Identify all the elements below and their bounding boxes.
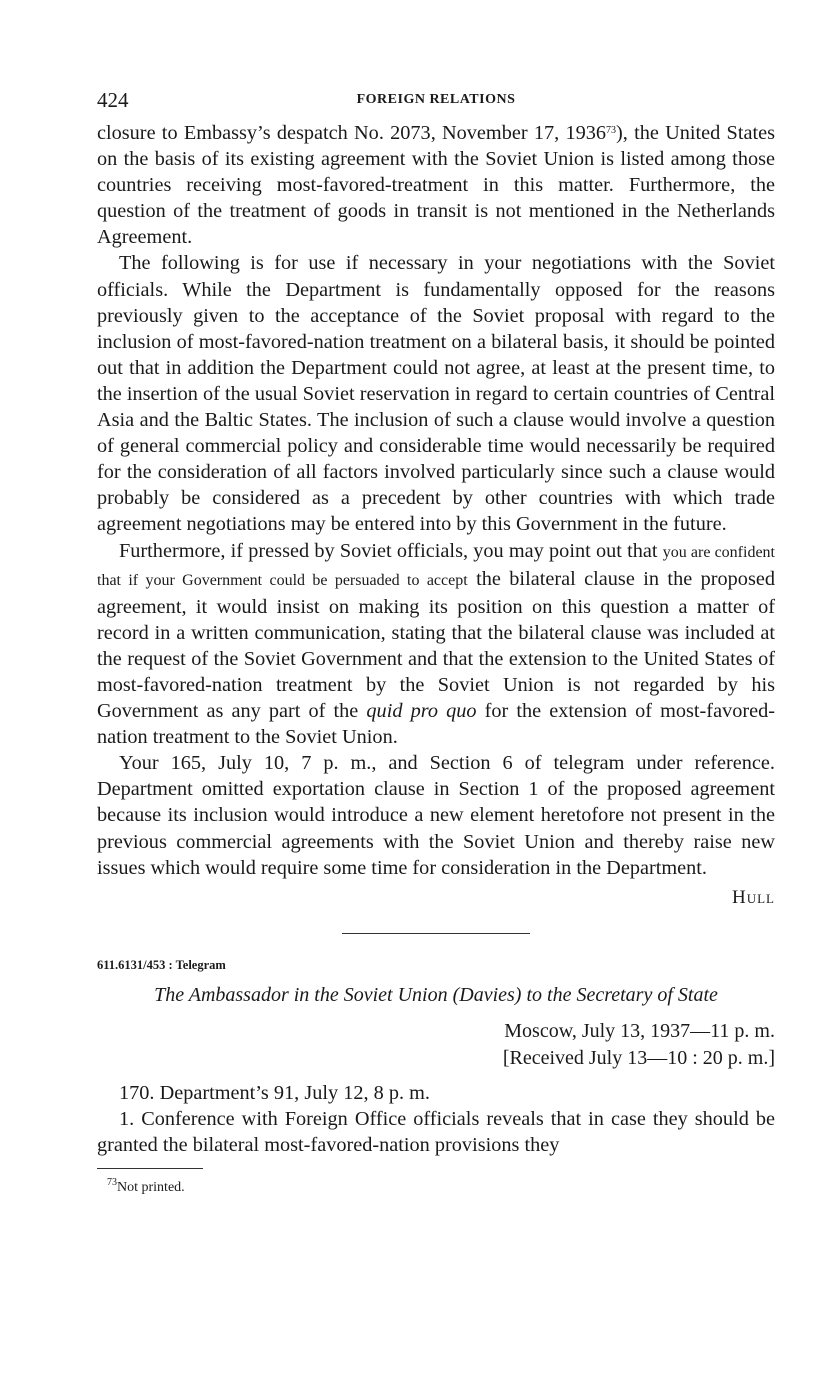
page-header	[97, 88, 775, 118]
page-number: 424	[97, 88, 129, 112]
footnote-marker: 73	[107, 1177, 117, 1188]
signature: Hull	[732, 886, 775, 908]
section-divider	[342, 933, 530, 934]
file-reference: 611.6131/453 : Telegram	[97, 957, 226, 972]
footnote-ref: 73	[606, 125, 617, 136]
paragraph-1-start: closure to Embassy’s despatch No. 2073, November 17, 1936	[97, 122, 607, 144]
running-head: FOREIGN RELATIONS	[356, 92, 516, 107]
dateline-received: [Received July 13—10 : 20 p. m.]	[502, 1046, 775, 1069]
paragraph-1	[97, 118, 775, 250]
document-title: The Ambassador in the Soviet Union (Davies) to the Secretary of State	[154, 983, 718, 1006]
paragraph-3-a: Furthermore, if pressed by Soviet officials, you may point out that	[119, 539, 658, 562]
footnote-text: Not printed.	[117, 1180, 185, 1195]
footnote	[97, 1177, 775, 1196]
telegram-line-1: 170. Department’s 91, July 12, 8 p. m.	[119, 1081, 430, 1104]
paragraph-3-b: you are confident that if your Government could be persuaded to accept	[97, 543, 776, 589]
paragraph-4: Your 165, July 10, 7 p. m., and Section 6 of telegram under reference. Department omitted exportation clause in Section 1 of the proposed agreement because its inclusion would introduce a new element heretofore not present in the previous commercial agreements with the Soviet Union and thereby raise new issues which would require some time for consideration in the Department.	[97, 752, 775, 879]
dateline	[97, 1018, 775, 1072]
paragraph-3-c: the bilateral clause in the proposed agreement, it would insist on making its position on this question a matter of record in a written communication, stating that the bilateral clause was included at the request of the Soviet Government and that the extension to the United States of most-favored-nation treatment by the Soviet Union is not regarded by his Government as any part of the	[97, 567, 775, 723]
dateline-sent: Moscow, July 13, 1937—11 p. m.	[504, 1019, 775, 1042]
paragraph-3-d: for the extension of most-favored-nation treatment to the Soviet Union.	[97, 700, 775, 749]
paragraph-3-italic: quid pro quo	[366, 700, 477, 723]
page-content	[97, 88, 775, 1196]
paragraph-2: The following is for use if necessary in your negotiations with the Soviet officials. While the Department is fundamentally opposed for the reasons previously given to the acceptance of the Soviet proposal with regard to the inclusion of most-favored-nation treatment on a bilateral basis, it should be pointed out that in addition the Department could not agree, at least at the present time, to the insertion of the usual Soviet reservation in regard to certain countries of Central Asia and the Baltic States. The inclusion of such a clause would involve a question of general commercial policy and considerable time would necessarily be required for the consideration of all factors involved particularly since such a clause would probably be considered as a precedent by other countries with which trade agreement negotiations may be entered into by this Government in the future.	[97, 252, 775, 536]
telegram-line-2: 1. Conference with Foreign Office officials reveals that in case they should be granted the bilateral most-favored-nation provisions they	[97, 1107, 775, 1156]
paragraph-3	[97, 538, 775, 751]
footnote-divider	[97, 1168, 203, 1169]
paragraph-1-end: ), the United States on the basis of its existing agreement with the Soviet Union is listed among those countries receiving most-favored-treatment in this matter. Furthermore, the question of the treatment of goods in transit is not mentioned in the Netherlands Agreement.	[97, 122, 775, 249]
